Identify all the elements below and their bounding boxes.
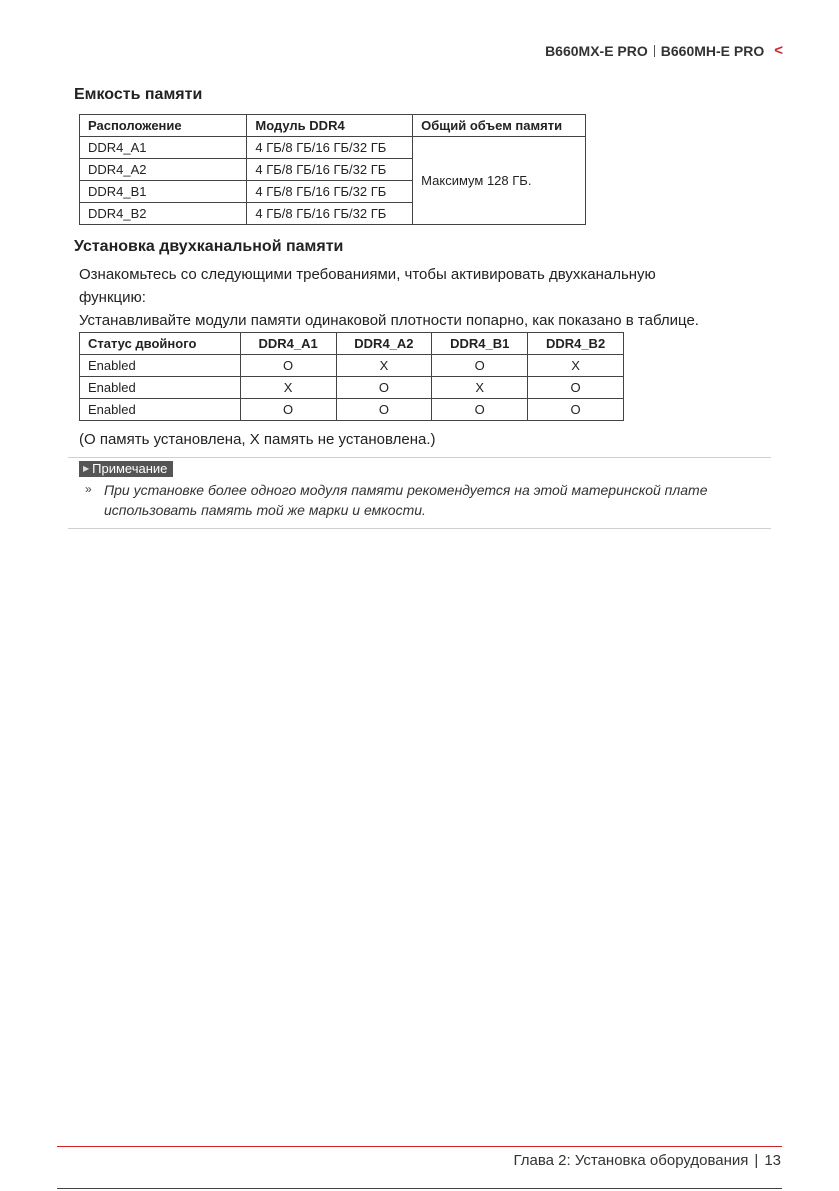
footer-divider-top bbox=[57, 1146, 782, 1147]
dual-channel-legend: (O память установлена, X память не установлена.) bbox=[79, 431, 436, 448]
column-header: DDR4_A2 bbox=[336, 333, 432, 355]
table-row bbox=[80, 399, 624, 421]
table-cell: O bbox=[336, 399, 432, 421]
intro-line: Ознакомьтесь со следующими требованиями, чтобы активировать двухканальную bbox=[79, 266, 656, 283]
table-cell: O bbox=[432, 355, 528, 377]
section-title-memory-capacity: Емкость памяти bbox=[74, 86, 203, 103]
table-header-row bbox=[80, 115, 586, 137]
table-row bbox=[80, 355, 624, 377]
table-cell: X bbox=[240, 377, 336, 399]
table-cell-slot: DDR4_A2 bbox=[80, 159, 247, 181]
page-header bbox=[545, 42, 783, 59]
memory-capacity-table bbox=[79, 114, 586, 225]
footer-chapter: Глава 2: Установка оборудования bbox=[513, 1152, 749, 1169]
table-cell: O bbox=[240, 399, 336, 421]
table-cell-total: Максимум 128 ГБ. bbox=[413, 137, 586, 225]
note-text: При установке более одного модуля памяти рекомендуется на этой материнской плате использовать память той же марки и емкости. bbox=[104, 482, 708, 518]
column-header: Расположение bbox=[80, 115, 247, 137]
note-tag-label: Примечание bbox=[92, 461, 168, 476]
table-cell-slot: DDR4_B2 bbox=[80, 203, 247, 225]
table-cell-slot: DDR4_A1 bbox=[80, 137, 247, 159]
table-cell: O bbox=[336, 377, 432, 399]
table-cell-module: 4 ГБ/8 ГБ/16 ГБ/32 ГБ bbox=[247, 137, 413, 159]
section-title-dual-channel: Установка двухканальной памяти bbox=[74, 238, 344, 255]
table-cell-status: Enabled bbox=[80, 377, 241, 399]
table-cell: O bbox=[240, 355, 336, 377]
column-header: DDR4_A1 bbox=[240, 333, 336, 355]
note-tag bbox=[79, 461, 173, 477]
intro-line: функцию: bbox=[79, 289, 146, 306]
column-header: Общий объем памяти bbox=[413, 115, 586, 137]
table-row bbox=[80, 377, 624, 399]
table-cell: O bbox=[528, 399, 624, 421]
dual-channel-table bbox=[79, 332, 624, 421]
table-cell-status: Enabled bbox=[80, 355, 241, 377]
table-cell: X bbox=[528, 355, 624, 377]
header-model-1: B660MX-E PRO bbox=[545, 42, 648, 59]
note-box bbox=[68, 457, 771, 529]
note-bullet: » bbox=[85, 482, 92, 496]
footer-separator: | bbox=[754, 1152, 759, 1169]
table-cell-module: 4 ГБ/8 ГБ/16 ГБ/32 ГБ bbox=[247, 159, 413, 181]
table-cell: X bbox=[336, 355, 432, 377]
intro-line: Устанавливайте модули памяти одинаковой плотности попарно, как показано в таблице. bbox=[79, 312, 699, 329]
table-row bbox=[80, 137, 586, 159]
table-cell-module: 4 ГБ/8 ГБ/16 ГБ/32 ГБ bbox=[247, 203, 413, 225]
column-header: Модуль DDR4 bbox=[247, 115, 413, 137]
footer-divider-bottom bbox=[57, 1188, 782, 1189]
header-model-2: B660MH-E PRO bbox=[660, 42, 765, 59]
table-cell-slot: DDR4_B1 bbox=[80, 181, 247, 203]
chevron-left-icon: < bbox=[774, 42, 783, 59]
column-header: Статус двойного bbox=[80, 333, 241, 355]
column-header: DDR4_B2 bbox=[528, 333, 624, 355]
table-cell-module: 4 ГБ/8 ГБ/16 ГБ/32 ГБ bbox=[247, 181, 413, 203]
column-header: DDR4_B1 bbox=[432, 333, 528, 355]
dual-channel-intro bbox=[79, 263, 779, 332]
header-separator bbox=[654, 45, 655, 57]
table-cell: O bbox=[432, 399, 528, 421]
page-number: 13 bbox=[764, 1152, 781, 1169]
page-footer bbox=[514, 1152, 782, 1169]
triangle-right-icon: ▶ bbox=[83, 464, 90, 473]
table-cell-status: Enabled bbox=[80, 399, 241, 421]
table-cell: X bbox=[432, 377, 528, 399]
table-header-row bbox=[80, 333, 624, 355]
table-cell: O bbox=[528, 377, 624, 399]
